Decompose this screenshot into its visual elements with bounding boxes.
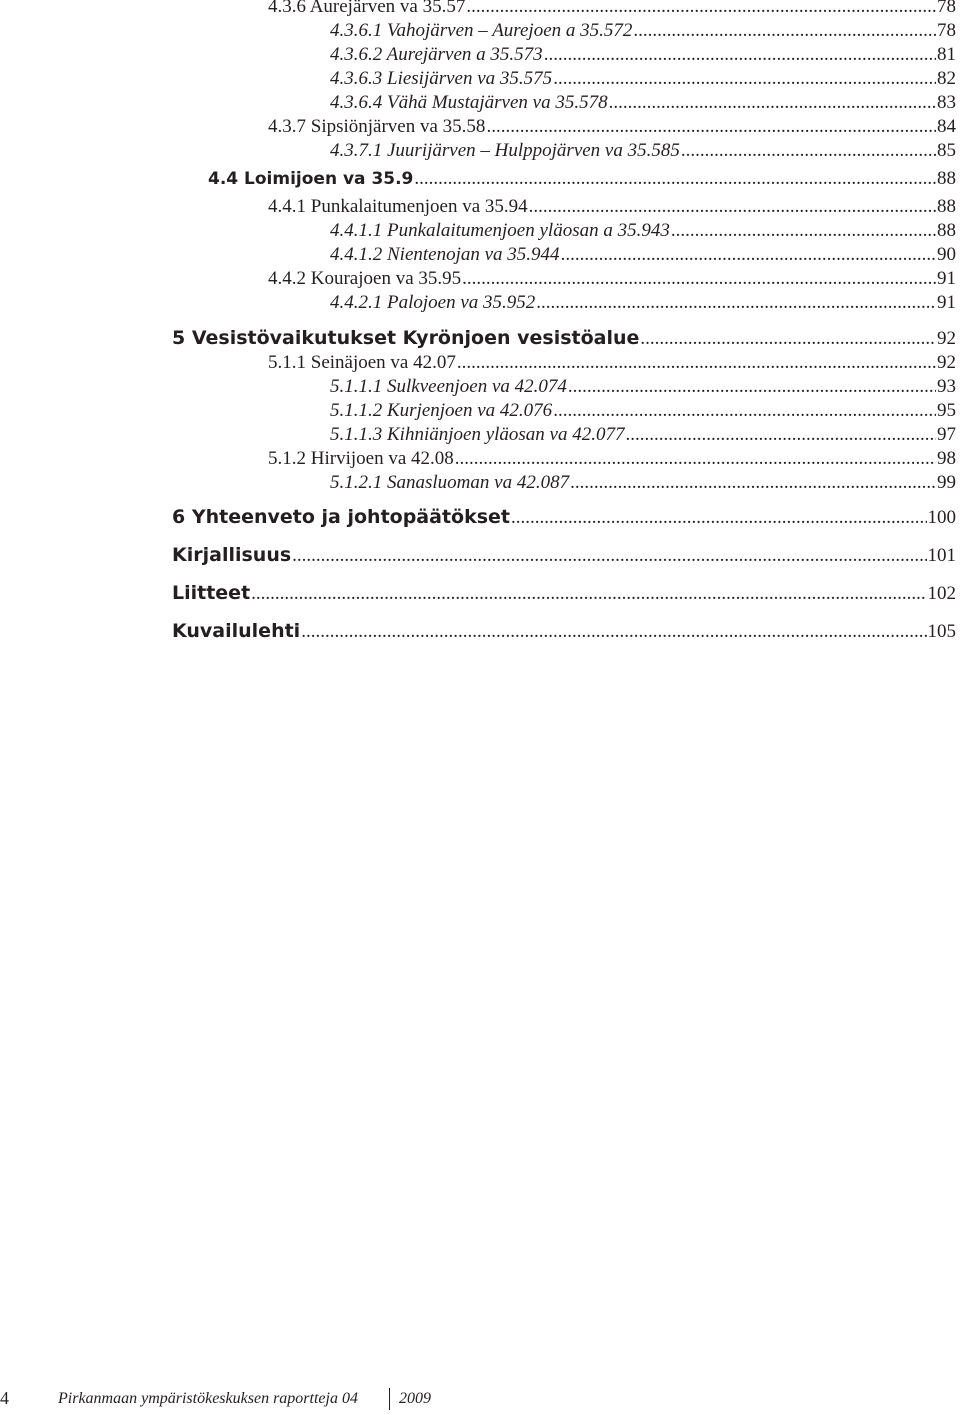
toc-entry-title: 4.3.6.4 Vähä Mustajärven va 35.578 [330,92,608,113]
dot-leader [462,268,936,290]
dot-leader [466,0,936,18]
dot-leader [568,376,936,398]
toc-entry[interactable] [330,244,956,266]
toc-chapter-entry[interactable] [172,582,956,605]
toc-entry-title: 5.1.2 Hirvijoen va 42.08 [268,448,454,469]
publication-title: Pirkanmaan ympäristökeskuksen raportteja 04 [58,1390,358,1407]
toc-entry-title: 4.3.6.2 Aurejärven a 35.573 [330,44,543,65]
dot-leader [671,220,936,242]
toc-entry-title: 5.1.1.1 Sulkveenjoen va 42.074 [330,376,567,397]
dot-leader [561,244,936,266]
toc-entry-page: 78 [937,0,956,17]
toc-entry-title: Kuvailulehti [172,620,301,642]
toc-entry-title: 4.3.6.3 Liesijärven va 35.575 [330,68,553,89]
toc-entry-title: 4.4.2.1 Palojoen va 35.952 [330,292,536,313]
toc-entry-title: 4.3.6 Aurejärven va 35.57 [268,0,466,17]
toc-entry-title: 5 Vesistövaikutukset Kyrönjoen vesistöalue [172,327,640,349]
toc-chapter-entry[interactable] [172,544,956,567]
toc-entry-page: 78 [937,20,956,41]
toc-entry-title: 5.1.2.1 Sanasluoman va 42.087 [330,472,570,493]
toc-entry-page: 101 [927,545,956,566]
toc-entry-page: 91 [937,292,956,313]
toc-entry-title: 5.1.1.2 Kurjenjoen va 42.076 [330,400,553,421]
dot-leader [640,328,936,350]
dot-leader [457,352,936,374]
toc-entry[interactable] [268,196,956,218]
toc-chapter-entry[interactable] [172,506,956,529]
toc-entry-title: Kirjallisuus [172,544,292,566]
toc-entry-page: 99 [937,472,956,493]
toc-chapter-entry[interactable] [172,620,956,643]
toc-entry-page: 100 [927,507,956,528]
table-of-contents [0,0,960,660]
dot-leader [681,140,936,162]
toc-entry[interactable] [268,0,956,18]
dot-leader [609,92,936,114]
dot-leader [544,44,936,66]
toc-entry[interactable] [330,220,956,242]
toc-entry-page: 81 [937,44,956,65]
dot-leader [511,507,927,529]
dot-leader [455,448,936,470]
toc-entry-title: 6 Yhteenveto ja johtopäätökset [172,506,510,528]
publication-year: 2009 [399,1390,431,1407]
toc-entry[interactable] [330,376,956,398]
toc-entry-page: 92 [937,352,956,373]
dot-leader [529,196,936,218]
toc-entry-page: 84 [937,116,956,137]
dot-leader [414,168,936,190]
toc-entry-title: 4.3.7.1 Juurijärven – Hulppojärven va 35.585 [330,140,680,161]
toc-entry[interactable] [330,92,956,114]
toc-entry-page: 97 [937,424,956,445]
dot-leader [536,292,936,314]
toc-entry-title: 4.4.1 Punkalaitumenjoen va 35.94 [268,196,528,217]
dot-leader [570,472,936,494]
toc-entry[interactable] [268,448,956,470]
toc-entry-page: 102 [927,583,956,604]
toc-entry[interactable] [330,292,956,314]
dot-leader [292,545,926,567]
toc-entry[interactable] [330,424,956,446]
toc-entry[interactable] [330,68,956,90]
dot-leader [301,621,926,643]
toc-entry-title: 4.3.7 Sipsiönjärven va 35.58 [268,116,486,137]
page-footer [0,1388,960,1412]
toc-entry[interactable] [268,352,956,374]
toc-entry-page: 93 [937,376,956,397]
toc-entry[interactable] [330,472,956,494]
toc-entry-title: 4.4.1.1 Punkalaitumenjoen yläosan a 35.943 [330,220,670,241]
dot-leader [553,68,936,90]
dot-leader [625,424,936,446]
toc-entry[interactable] [330,20,956,42]
toc-entry-title: 4.3.6.1 Vahojärven – Aurejoen a 35.572 [330,20,633,41]
toc-entry[interactable] [268,116,956,138]
toc-entry-page: 83 [937,92,956,113]
dot-leader [633,20,936,42]
toc-entry-page: 85 [937,140,956,161]
toc-entry-page: 92 [937,328,956,349]
toc-entry-title: 4.4.2 Kourajoen va 35.95 [268,268,462,289]
toc-entry-page: 82 [937,68,956,89]
footer-divider [389,1388,390,1410]
toc-entry[interactable] [330,140,956,162]
toc-entry-title: 4.4.1.2 Nientenojan va 35.944 [330,244,560,265]
toc-entry-page: 88 [937,168,956,189]
toc-entry-page: 95 [937,400,956,421]
toc-chapter-entry[interactable] [172,327,956,350]
page-number: 4 [0,1388,9,1408]
toc-entry-page: 88 [937,220,956,241]
toc-entry-page: 88 [937,196,956,217]
toc-entry[interactable] [330,44,956,66]
toc-entry-page: 98 [937,448,956,469]
toc-entry[interactable] [330,400,956,422]
toc-entry-title: 4.4 Loimijoen va 35.9 [208,169,414,189]
toc-entry-page: 105 [927,621,956,642]
toc-entry-page: 91 [937,268,956,289]
toc-entry[interactable] [268,268,956,290]
toc-entry-title: Liitteet [172,582,251,604]
toc-entry-title: 5.1.1 Seinäjoen va 42.07 [268,352,456,373]
dot-leader [553,400,936,422]
toc-entry-page: 90 [937,244,956,265]
dot-leader [486,116,936,138]
toc-entry-title: 5.1.1.3 Kihniänjoen yläosan va 42.077 [330,424,625,445]
dot-leader [251,583,926,605]
toc-entry[interactable] [208,168,956,190]
